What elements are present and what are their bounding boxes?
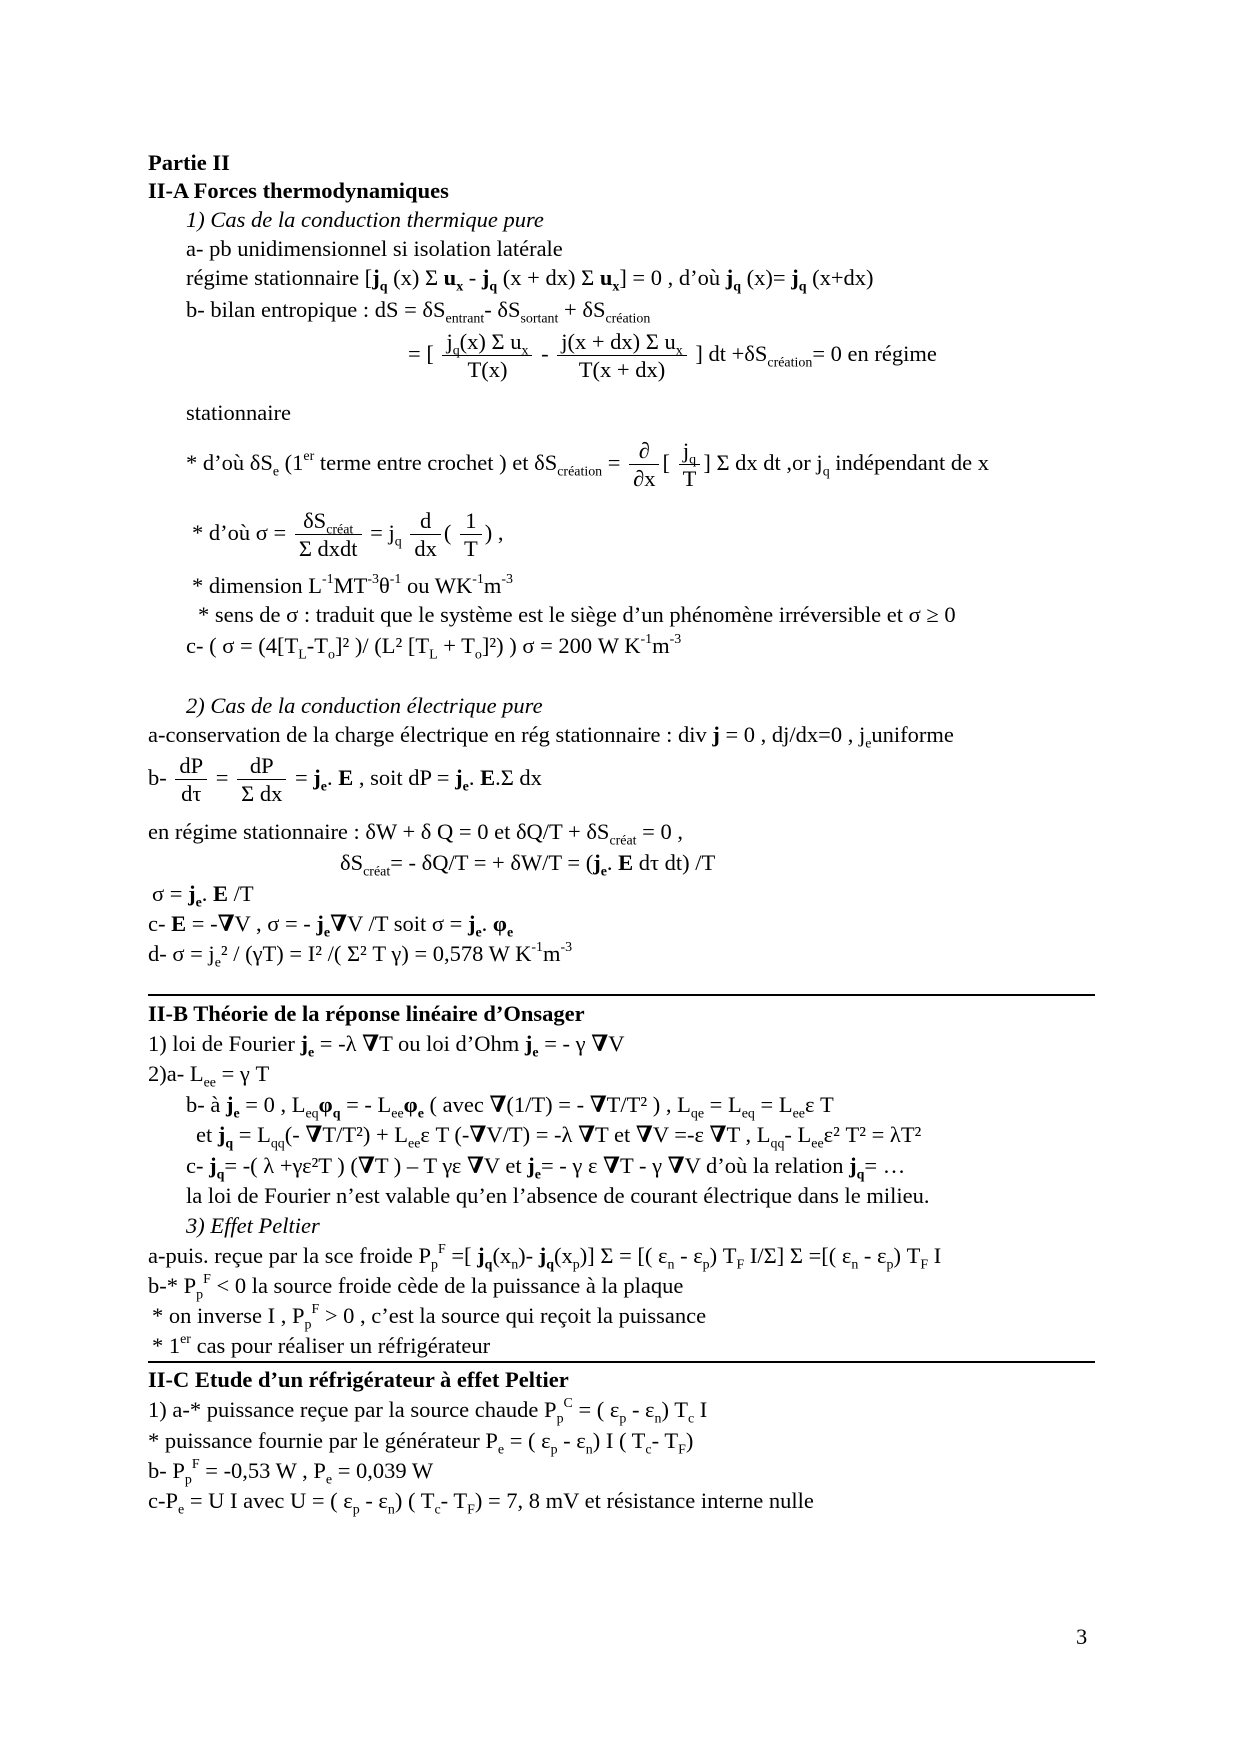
b-line-2b-cont: et $j_q = L_{qq}(-$ $\nabla T/T^2) + L_{ee}\varepsilon$ T (-∇V/T) = -λ ∇T et ∇V =-ε ∇T , $L_{qq}-$ $L_{ee}\varepsilon^2$ T² = λT²	[196, 1122, 922, 1152]
section-a-title: II-A Forces thermodynamiques	[148, 178, 449, 203]
subsection-a1-heading: 1) Cas de la conduction thermique pure	[186, 207, 544, 232]
b-line-peltier-power: a-puis. reçue par la sce froide $P_p^F$ =[ $j_q(x_n)-$ $j_q(x_p)$] Σ = [( $\varepsilon_n - \varepsilon_p$) $T_F$ I/Σ] Σ =[( $\varepsilon_n - \varepsilon_p$) $T_F$ I	[148, 1242, 942, 1273]
a2-power-density: b- $\frac{dP}{d\tau}$ = $\frac{dP}{\text{Σ dx}}$ = $j_e$. E , soit dP = $j_e$. E.Σ dx	[148, 753, 542, 806]
c-line-generator-power: * puissance fournie par le générateur $P_e$ = ( $\varepsilon_p - \varepsilon_n$) I ( $T_c-$ $T_F$)	[148, 1428, 694, 1458]
subsection-a2-heading: 2) Cas de la conduction électrique pure	[186, 693, 543, 718]
a1-line-entropy-balance: b- bilan entropique : dS = $\delta S_{entrant}-$ $\delta S_{sortant} + \delta S_{création}$	[186, 297, 651, 327]
b-line-peltier-fridge: * 1er cas pour réaliser un réfrigérateur	[152, 1332, 491, 1358]
a1-line-dimension: * dimension $L^{-1}MT^{-3}\theta^{-1}$ ou $WK^{-1}m^{-3}$	[192, 572, 514, 598]
a2-line-sigma: $\sigma = j_e$. E /T	[152, 881, 254, 911]
section-divider-b	[148, 994, 1095, 996]
section-b-title: II-B Théorie de la réponse linéaire d’Onsager	[148, 1001, 585, 1026]
b-line-peltier-inverse: * on inverse I , $P_p^F > 0$ , c’est la source qui reçoit la puissance	[152, 1302, 707, 1333]
b-line-fourier-remark: la loi de Fourier n’est valable qu’en l’absence de courant électrique dans le milieu.	[186, 1183, 930, 1208]
a1-entropy-equation: = [ $\frac{j_q(x) \Sigma u_x}{T(x)}$ - $\frac{j(x + dx) \Sigma u_x}{T(x + dx)}$ ] dt $+\delta S_{création}= 0$ en régime	[408, 329, 937, 382]
a1-line-numeric: c- ( $\sigma = (4[T_L-T_o]^2$ )/ (L² $[T_L + T_o]^2$) ) σ = 200 W $K^{-1}m^{-3}$	[186, 632, 682, 663]
a2-line-conservation: a-conservation de la charge électrique en rég stationnaire : div j = 0 , dj/dx=0 , $j_euniforme$	[148, 722, 954, 752]
b-line-peltier-negative: b-* $P_p^F < 0$ la source froide cède de la puissance à la plaque	[148, 1272, 684, 1303]
part-title: Partie II	[148, 150, 230, 175]
a1-line-stationnaire: stationnaire	[186, 400, 291, 425]
b-line-peltier-heading: 3) Effet Peltier	[186, 1213, 320, 1238]
a1-line-steady-state: régime stationnaire [$j_q$ (x) Σ $u_x - j_q$ (x + dx) Σ $u_x] = 0$ , d’où $j_q$ $(x)= j_q$ (x+dx)	[186, 265, 874, 295]
a2-line-numeric: d- $\sigma = j_e^2 / (\gamma T) = I^2$ /( Σ² T γ) = 0,578 W $K^{-1}m^{-3}$	[148, 940, 573, 971]
a2-line-entropy-creation: $\delta S_{créat}= - \delta Q/T$ = + $\delta W/T = (j_e$. E dτ dt) /T	[340, 850, 716, 880]
a2-line-field: c- E = -∇V , σ = - $j_e\nabla V$ /T soit $\sigma = j_e$. $\varphi_e$	[148, 911, 514, 941]
page-number: 3	[1076, 1624, 1088, 1649]
a1-line-sign: * sens de σ : traduit que le système est le siège d’un phénomène irréversible et σ ≥ 0	[198, 602, 956, 627]
a1-sigma-definition: * d’où σ = $\frac{\delta S_{créat}}{\text{Σ dxdt}}$ = $j_q$ $\frac{d}{dx}$ ( $\frac{1}{T}$ ) ,	[192, 508, 504, 561]
a1-line-entropy-flux: * d’où $\delta S_e$ (1er terme entre crochet ) et $\delta S_{création}$ = $\frac{\partial}{\partial x}$ [ $\frac{j_q}{T}$ ] Σ dx dt ,or $j_q$ indépendant de x	[186, 438, 989, 491]
section-divider-c	[148, 1361, 1095, 1363]
b-line-2c: c- $j_q=$ -( λ +γε²T ) (∇T ) – T γε ∇V et $j_e= - \gamma$ ε ∇T - γ ∇V d’où la relation $j_q=$ …	[186, 1153, 906, 1183]
b-line-laws: 1) loi de Fourier $j_e = -\lambda$ ∇T ou loi d’Ohm $j_e$ = - γ ∇V	[148, 1031, 625, 1061]
b-line-2b: b- à $j_e = 0$ , $L_{eq}\varphi_q$ = - $L_{ee}\varphi_e$ ( avec ∇(1/T) = - ∇T/T² ) , $L_{qe} = L_{eq} = L_{ee}\varepsilon$ T	[186, 1092, 834, 1122]
c-line-hot-power: 1) a-* puissance reçue par la source chaude $P_p^C$ = ( $\varepsilon_p - \varepsilon_n$) $T_c$ I	[148, 1396, 708, 1427]
a2-line-regime: en régime stationnaire : δW + δ Q = 0 et $\delta Q/T + \delta S_{créat} = 0$ ,	[148, 819, 683, 849]
c-line-numeric: b- $P_p^F = -0,53$ W , $P_e = 0,039$ W	[148, 1457, 434, 1488]
b-line-2a: 2)a- $L_{ee} = \gamma$ T	[148, 1061, 270, 1091]
c-line-voltage: $c-P_e = U$ I avec U = ( $\varepsilon_p - \varepsilon_n$) ( $T_c-$ $T_F) = 7$, 8 mV et résistance interne nulle	[148, 1488, 814, 1518]
section-c-title: II-C Etude d’un réfrigérateur à effet Peltier	[148, 1367, 569, 1392]
a1-line-a: a- pb unidimensionnel si isolation latérale	[186, 236, 563, 261]
